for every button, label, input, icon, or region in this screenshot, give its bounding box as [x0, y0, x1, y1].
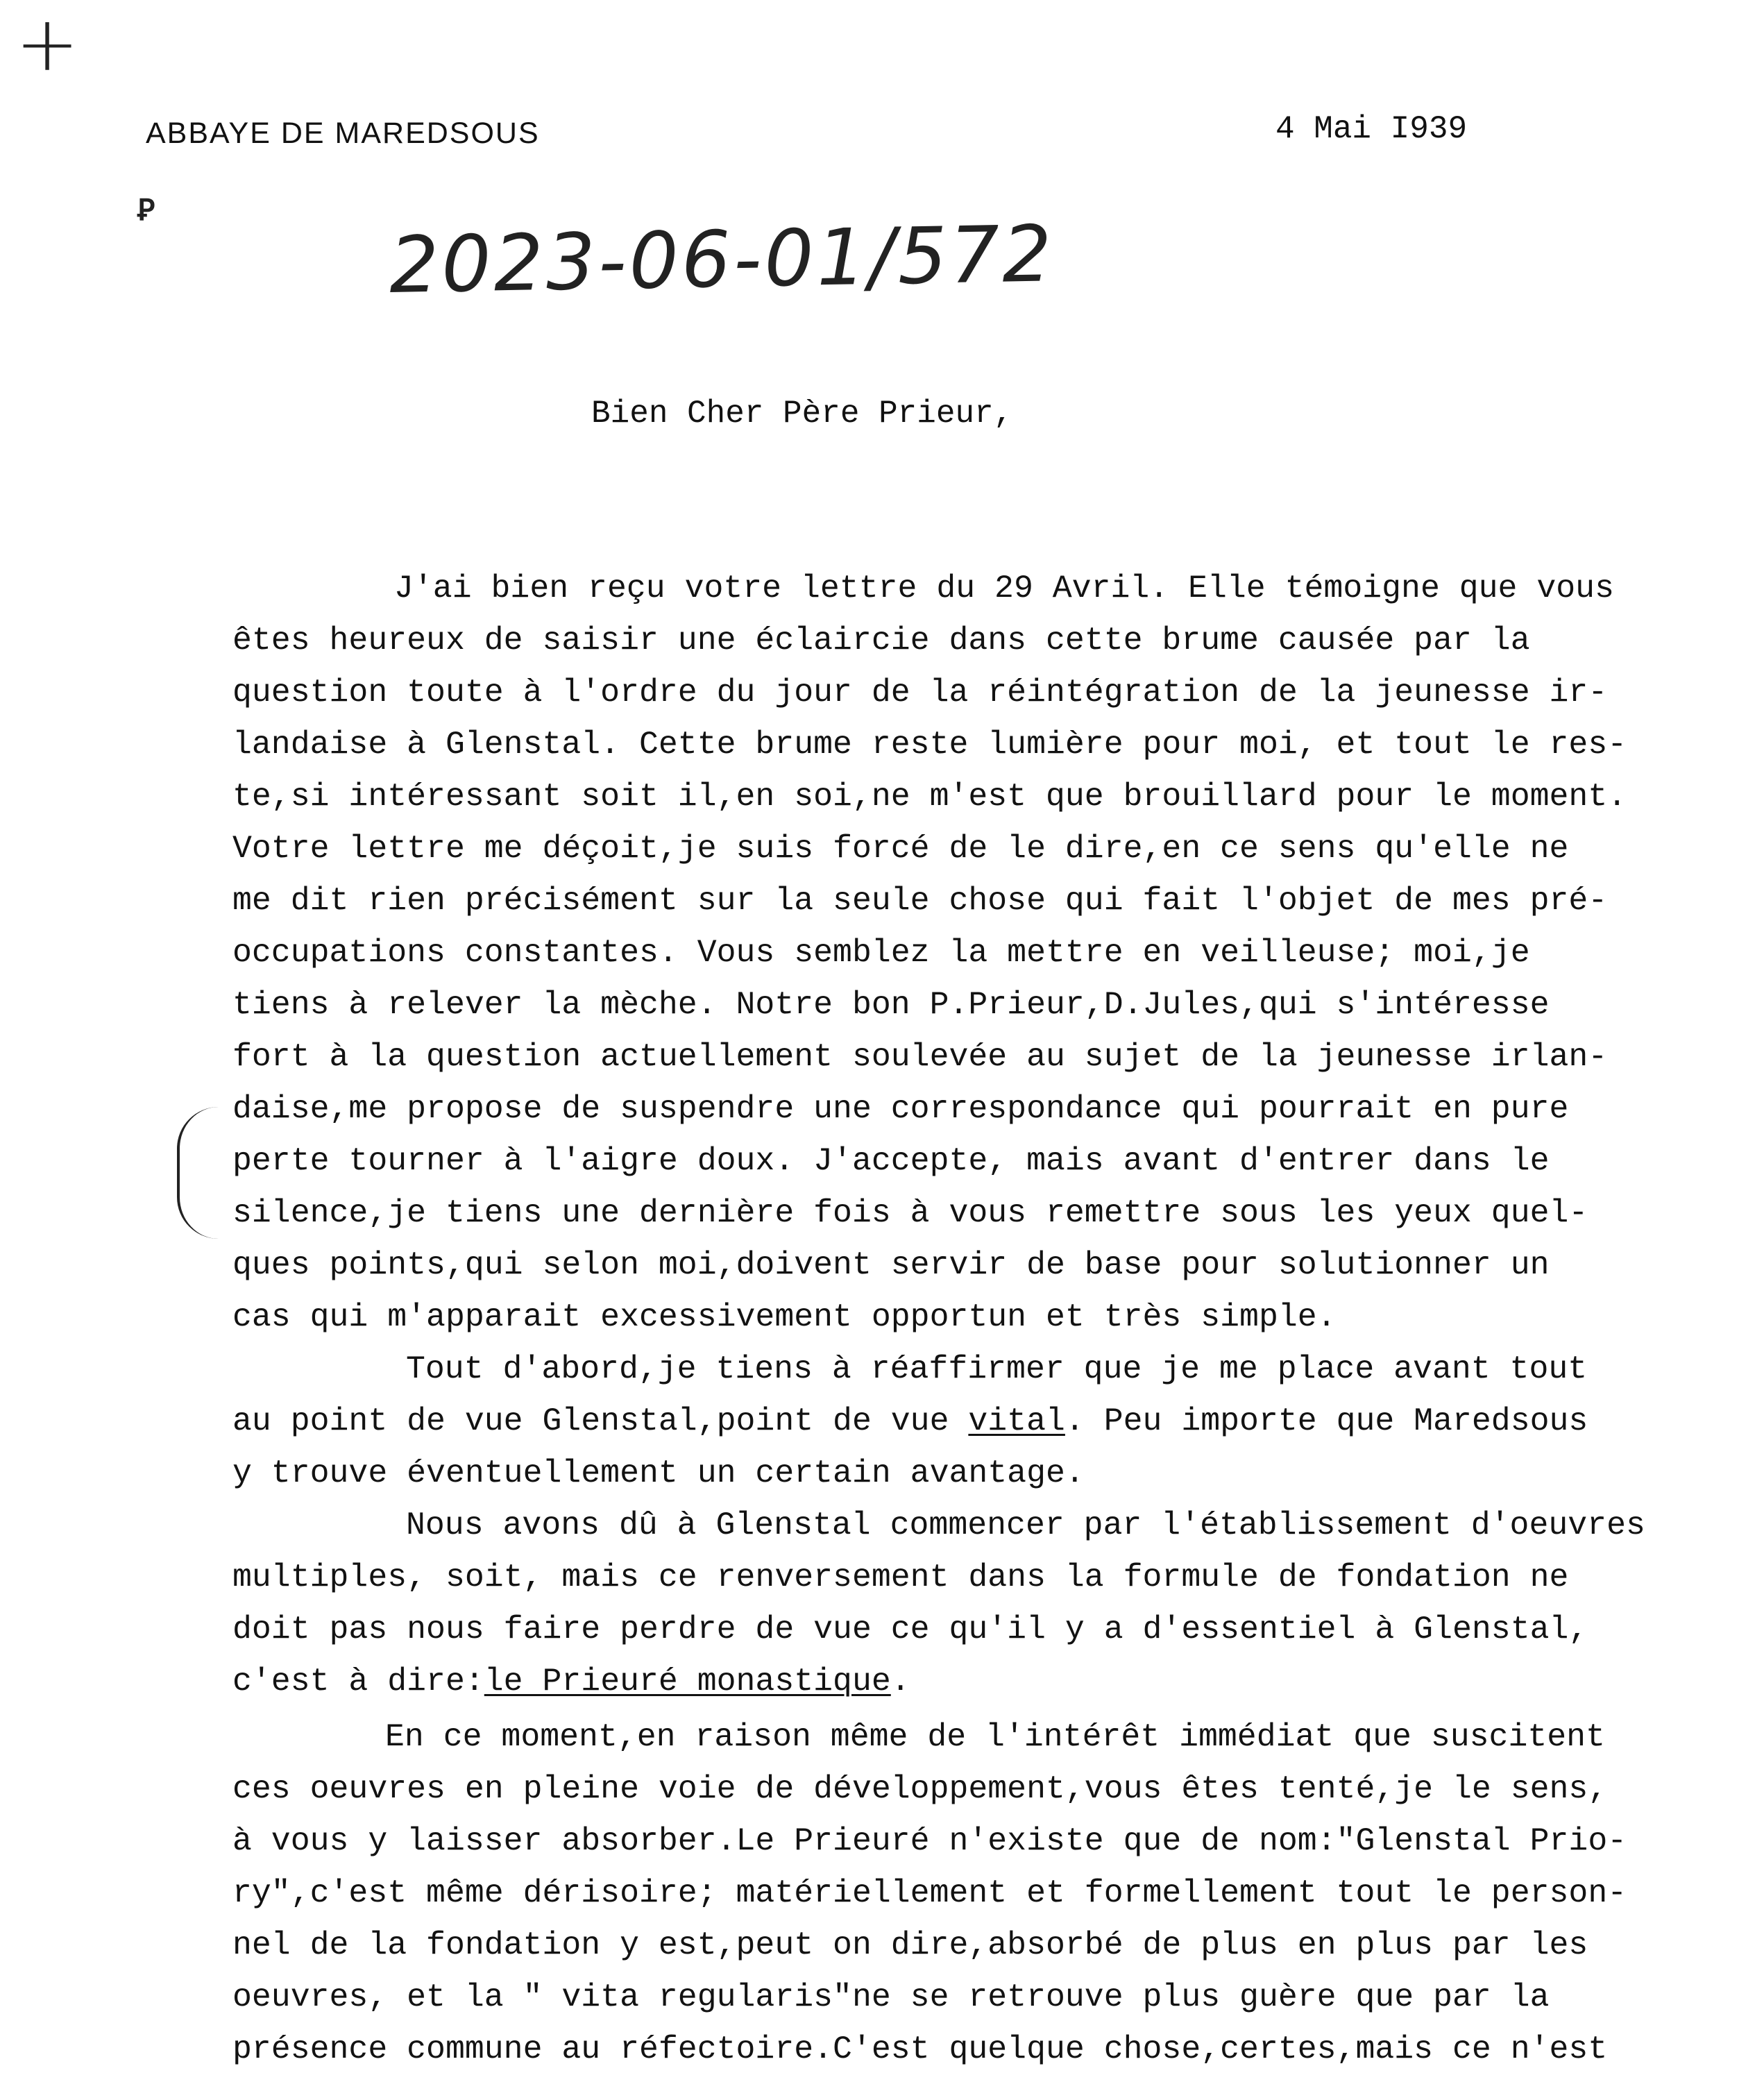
body-line: Tout d'abord,je tiens à réaffirmer que je me place avant tout — [406, 1351, 1588, 1387]
body-line: Nous avons dû à Glenstal commencer par l'établissement d'oeuvres — [406, 1507, 1645, 1543]
body-line: J'ai bien reçu votre lettre du 29 Avril. Elle témoigne que vous — [394, 570, 1614, 607]
salutation: Bien Cher Père Prieur, — [591, 396, 1013, 432]
body-line: êtes heureux de saisir une éclaircie dans cette brume causée par la — [232, 622, 1530, 659]
body-line: à vous y laisser absorber.Le Prieuré n'existe que de nom:"Glenstal Prio- — [232, 1822, 1627, 1859]
body-line: multiples, soit, mais ce renversement dans la formule de fondation ne — [232, 1559, 1569, 1596]
body-line: silence,je tiens une dernière fois à vous remettre sous les yeux quel- — [232, 1194, 1588, 1231]
body-line: daise,me propose de suspendre une correspondance qui pourrait en pure — [232, 1090, 1569, 1127]
letter-date: 4 Mai I939 — [1275, 111, 1468, 147]
body-text-segment: au point de vue Glenstal,point de vue — [232, 1403, 969, 1439]
handwritten-archive-number: 2023-06-01/572 — [389, 209, 1055, 311]
body-line: fort à la question actuellement soulevée au sujet de la jeunesse irlan- — [232, 1038, 1608, 1075]
body-line: Votre lettre me déçoit,je suis forcé de le dire,en ce sens qu'elle ne — [232, 830, 1569, 867]
body-text-segment: c'est à dire: — [232, 1663, 484, 1700]
body-line: présence commune au réfectoire.C'est quelque chose,certes,mais ce n'est — [232, 2031, 1608, 2067]
body-line: question toute à l'ordre du jour de la réintégration de la jeunesse ir- — [232, 674, 1608, 711]
body-line: oeuvres, et la " vita regularis"ne se retrouve plus guère que par la — [232, 1979, 1550, 2015]
body-line: perte tourner à l'aigre doux. J'accepte, mais avant d'entrer dans le — [232, 1142, 1550, 1179]
underlined-emphasis: le Prieuré monastique — [484, 1663, 891, 1700]
body-line: doit pas nous faire perdre de vue ce qu'il y a d'essentiel à Glenstal, — [232, 1611, 1588, 1648]
body-line: me dit rien précisément sur la seule chose qui fait l'objet de mes pré- — [232, 882, 1608, 919]
body-line: y trouve éventuellement un certain avantage. — [232, 1455, 1085, 1491]
body-line — [232, 1663, 910, 1700]
body-line: landaise à Glenstal. Cette brume reste lumière pour moi, et tout le res- — [232, 726, 1627, 763]
body-line: ces oeuvres en pleine voie de développement,vous êtes tenté,je le sens, — [232, 1770, 1608, 1807]
handwritten-cross-mark: + — [15, 0, 80, 88]
body-text-segment: . Peu importe que Maredsous — [1065, 1403, 1588, 1439]
margin-bracket-mark — [177, 1107, 221, 1239]
underlined-emphasis: vital — [968, 1403, 1065, 1439]
body-line: occupations constantes. Vous semblez la mettre en veilleuse; moi,je — [232, 934, 1530, 971]
body-line: En ce moment,en raison même de l'intérêt immédiat que suscitent — [385, 1718, 1605, 1755]
body-line: ry",c'est même dérisoire; matériellement et formellement tout le person- — [232, 1874, 1627, 1911]
body-line: tiens à relever la mèche. Notre bon P.Prieur,D.Jules,qui s'intéresse — [232, 986, 1550, 1023]
body-line: te,si intéressant soit il,en soi,ne m'est que brouillard pour le moment. — [232, 778, 1627, 815]
body-line — [232, 1405, 1588, 1438]
body-line: ques points,qui selon moi,doivent servir de base pour solutionner un — [232, 1246, 1550, 1283]
body-text-segment: . — [890, 1663, 910, 1700]
letterhead: ABBAYE DE MAREDSOUS — [146, 117, 540, 150]
reference-symbol: Ꝑ — [137, 196, 155, 229]
body-line: nel de la fondation y est,peut on dire,absorbé de plus en plus par les — [232, 1927, 1588, 1963]
body-line: cas qui m'apparait excessivement opportun et très simple. — [232, 1298, 1337, 1335]
